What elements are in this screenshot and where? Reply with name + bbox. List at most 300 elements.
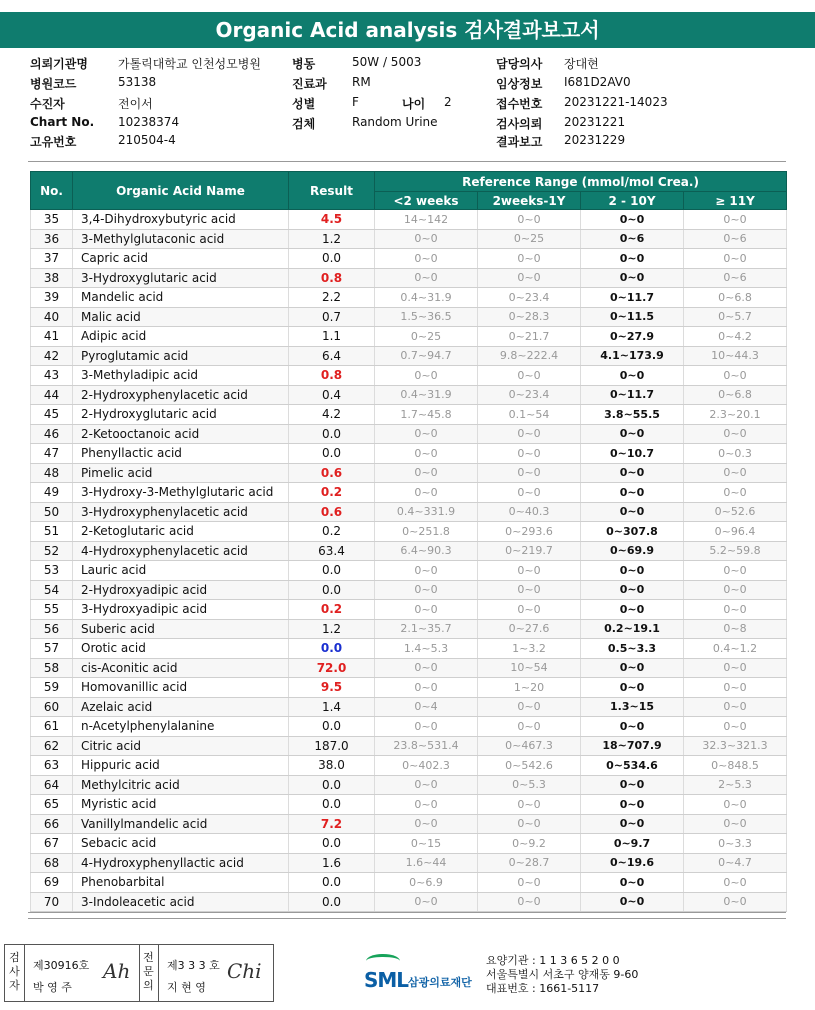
row-ref-2-10y: 0.2~19.1 (581, 619, 684, 639)
row-ref-over-11y: 0~6 (684, 229, 787, 249)
row-acid-name: Capric acid (73, 249, 289, 269)
row-ref-2-weeks-1y: 1~20 (478, 678, 581, 698)
row-ref-2-10y: 18~707.9 (581, 736, 684, 756)
row-ref-over-11y: 0~0 (684, 580, 787, 600)
row-ref-2-weeks-1y: 0~467.3 (478, 736, 581, 756)
table-row (31, 853, 787, 873)
row-acid-name: 2-Hydroxyadipic acid (73, 580, 289, 600)
row-ref-over-11y: 0~0 (684, 658, 787, 678)
row-ref-under-2-weeks: 0~0 (375, 678, 478, 698)
row-ref-over-11y: 0~0 (684, 483, 787, 503)
department-value: RM (352, 75, 371, 89)
row-ref-2-weeks-1y: 0~0 (478, 424, 581, 444)
row-acid-name: 3-Methylglutaconic acid (73, 229, 289, 249)
lab-phone: 대표번호 : 1661-5117 (486, 982, 600, 995)
row-ref-over-11y: 0~8 (684, 619, 787, 639)
row-no: 44 (31, 385, 73, 405)
row-ref-under-2-weeks: 0.4~31.9 (375, 288, 478, 308)
row-result: 72.0 (289, 658, 375, 678)
row-acid-name: 3-Hydroxyphenylacetic acid (73, 502, 289, 522)
row-result: 0.0 (289, 775, 375, 795)
row-ref-2-10y: 0~534.6 (581, 756, 684, 776)
hospital-code-label: 병원코드 (30, 77, 77, 91)
row-no: 57 (31, 639, 73, 659)
row-result: 1.1 (289, 327, 375, 347)
table-row (31, 249, 787, 269)
table-row (31, 541, 787, 561)
department-label: 진료과 (292, 77, 327, 91)
row-ref-under-2-weeks: 0.4~31.9 (375, 385, 478, 405)
report-footer (0, 940, 815, 1010)
table-row (31, 522, 787, 542)
row-ref-2-10y: 0~10.7 (581, 444, 684, 464)
row-no: 56 (31, 619, 73, 639)
row-no: 35 (31, 210, 73, 230)
row-ref-2-10y: 0~0 (581, 580, 684, 600)
row-ref-over-11y: 0~0 (684, 249, 787, 269)
clinical-info-label: 임상정보 (496, 77, 543, 91)
row-acid-name: Phenyllactic acid (73, 444, 289, 464)
receipt-no-label: 접수번호 (496, 97, 543, 111)
row-no: 39 (31, 288, 73, 308)
row-acid-name: Methylcitric acid (73, 775, 289, 795)
row-result: 0.0 (289, 424, 375, 444)
row-ref-under-2-weeks: 0~0 (375, 463, 478, 483)
row-result: 0.8 (289, 366, 375, 386)
specimen-value: Random Urine (352, 115, 438, 129)
row-ref-over-11y: 0~0 (684, 814, 787, 834)
row-no: 42 (31, 346, 73, 366)
examiner-signature: Ah (103, 959, 131, 983)
row-result: 2.2 (289, 288, 375, 308)
row-ref-under-2-weeks: 0~0 (375, 717, 478, 737)
row-ref-2-10y: 0~6 (581, 229, 684, 249)
row-ref-under-2-weeks: 1.5~36.5 (375, 307, 478, 327)
row-acid-name: Myristic acid (73, 795, 289, 815)
row-ref-2-10y: 0~0 (581, 366, 684, 386)
row-ref-2-10y: 4.1~173.9 (581, 346, 684, 366)
table-row (31, 717, 787, 737)
lab-address: 서울특별시 서초구 양재동 9-60 (486, 968, 639, 981)
row-ref-over-11y: 0~0 (684, 873, 787, 893)
table-row (31, 892, 787, 912)
examiner-label-char: 자 (9, 979, 20, 992)
row-ref-under-2-weeks: 0~251.8 (375, 522, 478, 542)
sml-logo (364, 954, 484, 994)
table-row (31, 697, 787, 717)
row-ref-2-10y: 0~0 (581, 463, 684, 483)
table-row (31, 561, 787, 581)
row-ref-2-weeks-1y: 0~9.2 (478, 834, 581, 854)
row-acid-name: Lauric acid (73, 561, 289, 581)
row-ref-over-11y: 0~4.7 (684, 853, 787, 873)
row-ref-under-2-weeks: 14~142 (375, 210, 478, 230)
row-no: 69 (31, 873, 73, 893)
table-row (31, 502, 787, 522)
row-ref-under-2-weeks: 0~25 (375, 327, 478, 347)
row-ref-under-2-weeks: 0~0 (375, 444, 478, 464)
row-no: 36 (31, 229, 73, 249)
row-ref-over-11y: 0~5.7 (684, 307, 787, 327)
row-ref-2-10y: 0~9.7 (581, 834, 684, 854)
row-no: 51 (31, 522, 73, 542)
row-ref-2-10y: 0~307.8 (581, 522, 684, 542)
row-ref-2-weeks-1y: 0~25 (478, 229, 581, 249)
clinical-info-value: I681D2AV0 (564, 75, 631, 89)
requesting-institution-label: 의뢰기관명 (30, 57, 88, 71)
row-ref-over-11y: 0~0 (684, 210, 787, 230)
row-ref-over-11y: 2.3~20.1 (684, 405, 787, 425)
row-ref-2-weeks-1y: 0.1~54 (478, 405, 581, 425)
row-ref-under-2-weeks: 0~6.9 (375, 873, 478, 893)
row-ref-2-10y: 0~0 (581, 775, 684, 795)
row-no: 45 (31, 405, 73, 425)
row-ref-2-weeks-1y: 0~40.3 (478, 502, 581, 522)
table-row (31, 444, 787, 464)
row-acid-name: Orotic acid (73, 639, 289, 659)
patient-info (30, 55, 790, 155)
row-acid-name: 2-Hydroxyglutaric acid (73, 405, 289, 425)
table-row (31, 210, 787, 230)
row-result: 1.2 (289, 619, 375, 639)
test-request-label: 검사의뢰 (496, 117, 543, 131)
divider-bottom (28, 912, 786, 913)
row-ref-under-2-weeks: 1.6~44 (375, 853, 478, 873)
row-result: 187.0 (289, 736, 375, 756)
row-no: 46 (31, 424, 73, 444)
row-ref-2-10y: 0~11.7 (581, 385, 684, 405)
row-no: 59 (31, 678, 73, 698)
row-ref-2-weeks-1y: 0~0 (478, 580, 581, 600)
row-acid-name: 3,4-Dihydroxybutyric acid (73, 210, 289, 230)
row-ref-2-weeks-1y: 0~0 (478, 210, 581, 230)
header-range-2-weeks-1y: 2weeks-1Y (478, 192, 581, 210)
row-ref-under-2-weeks: 0~4 (375, 697, 478, 717)
row-acid-name: cis-Aconitic acid (73, 658, 289, 678)
row-no: 66 (31, 814, 73, 834)
row-ref-2-10y: 0~0 (581, 873, 684, 893)
row-no: 65 (31, 795, 73, 815)
row-result: 0.0 (289, 580, 375, 600)
row-no: 55 (31, 600, 73, 620)
lab-code: 요양기관 : 1 1 3 6 5 2 0 0 (486, 954, 620, 967)
sex-value: F (352, 95, 359, 109)
row-result: 0.0 (289, 892, 375, 912)
examiner-license: 제30916호 (33, 959, 90, 972)
examiner-label (5, 945, 25, 1001)
row-acid-name: 2-Ketoglutaric acid (73, 522, 289, 542)
test-request-value: 20231221 (564, 115, 626, 129)
row-ref-under-2-weeks: 0~0 (375, 561, 478, 581)
row-no: 58 (31, 658, 73, 678)
row-no: 62 (31, 736, 73, 756)
row-result: 0.0 (289, 639, 375, 659)
row-ref-2-weeks-1y: 0~542.6 (478, 756, 581, 776)
row-no: 47 (31, 444, 73, 464)
row-ref-2-weeks-1y: 0~21.7 (478, 327, 581, 347)
row-acid-name: 3-Methyladipic acid (73, 366, 289, 386)
row-result: 0.6 (289, 502, 375, 522)
row-ref-under-2-weeks: 0~0 (375, 229, 478, 249)
row-no: 38 (31, 268, 73, 288)
row-ref-over-11y: 0~0 (684, 600, 787, 620)
row-acid-name: 4-Hydroxyphenyllactic acid (73, 853, 289, 873)
hospital-code-value: 53138 (118, 75, 157, 89)
info-row-1 (30, 55, 790, 73)
row-ref-over-11y: 0~0 (684, 366, 787, 386)
collector-label: 수진자 (30, 97, 65, 111)
table-row (31, 873, 787, 893)
table-row (31, 288, 787, 308)
header-range-2-10y: 2 - 10Y (581, 192, 684, 210)
row-ref-over-11y: 0~96.4 (684, 522, 787, 542)
row-ref-2-10y: 0~11.7 (581, 288, 684, 308)
table-row (31, 834, 787, 854)
row-acid-name: 4-Hydroxyphenylacetic acid (73, 541, 289, 561)
row-result: 6.4 (289, 346, 375, 366)
header-name: Organic Acid Name (73, 172, 289, 210)
table-row (31, 600, 787, 620)
header-range-over-11y: ≥ 11Y (684, 192, 787, 210)
row-no: 48 (31, 463, 73, 483)
row-ref-2-weeks-1y: 1~3.2 (478, 639, 581, 659)
table-row (31, 678, 787, 698)
examiner-label-char: 검 (9, 951, 20, 964)
row-acid-name: 3-Hydroxyglutaric acid (73, 268, 289, 288)
receipt-no-value: 20231221-14023 (564, 95, 668, 109)
row-result: 0.7 (289, 307, 375, 327)
row-acid-name: n-Acetylphenylalanine (73, 717, 289, 737)
row-ref-2-10y: 0~0 (581, 502, 684, 522)
row-ref-2-weeks-1y: 0~0 (478, 717, 581, 737)
row-ref-over-11y: 5.2~59.8 (684, 541, 787, 561)
table-row (31, 307, 787, 327)
row-ref-under-2-weeks: 0.4~331.9 (375, 502, 478, 522)
row-result: 0.0 (289, 795, 375, 815)
row-ref-2-weeks-1y: 0~0 (478, 444, 581, 464)
row-ref-over-11y: 0~6.8 (684, 288, 787, 308)
table-row (31, 814, 787, 834)
row-result: 38.0 (289, 756, 375, 776)
row-no: 53 (31, 561, 73, 581)
row-result: 4.5 (289, 210, 375, 230)
row-ref-under-2-weeks: 0.7~94.7 (375, 346, 478, 366)
specialist-name: 지 현 영 (167, 981, 206, 994)
divider-bottom-2 (28, 918, 786, 919)
row-ref-2-10y: 0~0 (581, 424, 684, 444)
row-result: 0.6 (289, 463, 375, 483)
table-row (31, 327, 787, 347)
row-result: 0.0 (289, 444, 375, 464)
row-no: 43 (31, 366, 73, 386)
info-row-4 (30, 115, 790, 133)
row-ref-2-weeks-1y: 0~28.7 (478, 853, 581, 873)
row-acid-name: Malic acid (73, 307, 289, 327)
row-acid-name: Mandelic acid (73, 288, 289, 308)
row-acid-name: Vanillylmandelic acid (73, 814, 289, 834)
report-title: Organic Acid analysis 검사결과보고서 (0, 12, 815, 48)
row-result: 7.2 (289, 814, 375, 834)
specialist-label (139, 945, 159, 1001)
row-no: 54 (31, 580, 73, 600)
row-ref-under-2-weeks: 2.1~35.7 (375, 619, 478, 639)
logo-arc-icon (366, 954, 400, 968)
row-ref-under-2-weeks: 6.4~90.3 (375, 541, 478, 561)
row-ref-2-10y: 0~0 (581, 678, 684, 698)
row-ref-2-weeks-1y: 0~0 (478, 561, 581, 581)
row-ref-2-10y: 0~0 (581, 814, 684, 834)
row-ref-under-2-weeks: 0~0 (375, 775, 478, 795)
row-acid-name: Pimelic acid (73, 463, 289, 483)
ward-value: 50W / 5003 (352, 55, 422, 69)
row-result: 0.2 (289, 522, 375, 542)
row-ref-2-10y: 0~0 (581, 249, 684, 269)
row-ref-over-11y: 0~0 (684, 697, 787, 717)
row-ref-over-11y: 0~6.8 (684, 385, 787, 405)
row-ref-under-2-weeks: 0~0 (375, 249, 478, 269)
row-ref-2-10y: 0~27.9 (581, 327, 684, 347)
row-acid-name: 2-Ketooctanoic acid (73, 424, 289, 444)
row-ref-under-2-weeks: 0~0 (375, 600, 478, 620)
row-ref-2-10y: 0~69.9 (581, 541, 684, 561)
row-ref-2-weeks-1y: 9.8~222.4 (478, 346, 581, 366)
header-reference-range: Reference Range (mmol/mol Crea.) (375, 172, 787, 192)
chart-no-value: 10238374 (118, 115, 180, 129)
row-no: 52 (31, 541, 73, 561)
specialist-label-char: 전 (143, 951, 154, 964)
row-ref-2-weeks-1y: 0~0 (478, 795, 581, 815)
row-ref-2-10y: 0~11.5 (581, 307, 684, 327)
row-ref-over-11y: 0~0 (684, 678, 787, 698)
row-ref-under-2-weeks: 0~0 (375, 366, 478, 386)
logo-mark: SML (364, 968, 409, 992)
unique-no-value: 210504-4 (118, 133, 176, 147)
info-row-2 (30, 75, 790, 93)
physician-label: 담당의사 (496, 57, 543, 71)
row-ref-2-weeks-1y: 0~0 (478, 600, 581, 620)
row-ref-over-11y: 2~5.3 (684, 775, 787, 795)
row-no: 64 (31, 775, 73, 795)
row-result: 0.0 (289, 249, 375, 269)
row-ref-2-10y: 0~0 (581, 561, 684, 581)
row-no: 67 (31, 834, 73, 854)
row-result: 0.4 (289, 385, 375, 405)
row-acid-name: 3-Hydroxy-3-Methylglutaric acid (73, 483, 289, 503)
row-ref-2-weeks-1y: 0~23.4 (478, 385, 581, 405)
table-row (31, 346, 787, 366)
logo-name: 삼광의료재단 (408, 976, 472, 989)
row-ref-2-weeks-1y: 0~0 (478, 697, 581, 717)
chart-no-label: Chart No. (30, 115, 95, 129)
lab-info (486, 954, 638, 996)
row-result: 0.2 (289, 483, 375, 503)
row-acid-name: Sebacic acid (73, 834, 289, 854)
physician-value: 장대현 (564, 57, 599, 71)
row-ref-over-11y: 0~3.3 (684, 834, 787, 854)
row-result: 0.8 (289, 268, 375, 288)
row-ref-2-weeks-1y: 0~27.6 (478, 619, 581, 639)
header-range-under-2-weeks: <2 weeks (375, 192, 478, 210)
row-ref-over-11y: 0~4.2 (684, 327, 787, 347)
requesting-institution-value: 가톨릭대학교 인천성모병원 (118, 57, 261, 71)
row-no: 68 (31, 853, 73, 873)
header-result: Result (289, 172, 375, 210)
divider-top (28, 161, 786, 162)
row-ref-2-10y: 0~0 (581, 268, 684, 288)
table-row (31, 795, 787, 815)
row-ref-2-10y: 0~0 (581, 795, 684, 815)
row-no: 50 (31, 502, 73, 522)
row-no: 40 (31, 307, 73, 327)
row-result: 0.0 (289, 561, 375, 581)
row-ref-under-2-weeks: 0~0 (375, 424, 478, 444)
table-row (31, 580, 787, 600)
row-result: 63.4 (289, 541, 375, 561)
row-ref-under-2-weeks: 0~0 (375, 795, 478, 815)
organic-acid-table (30, 171, 787, 912)
row-result: 0.0 (289, 717, 375, 737)
row-ref-over-11y: 0~0 (684, 795, 787, 815)
row-ref-2-10y: 0~0 (581, 210, 684, 230)
table-row (31, 268, 787, 288)
row-ref-2-10y: 0.5~3.3 (581, 639, 684, 659)
specialist-signature: Chi (227, 959, 262, 983)
result-report-value: 20231229 (564, 133, 626, 147)
row-acid-name: 3-Hydroxyadipic acid (73, 600, 289, 620)
table-row (31, 736, 787, 756)
row-ref-2-10y: 0~0 (581, 717, 684, 737)
row-result: 1.4 (289, 697, 375, 717)
row-result: 1.6 (289, 853, 375, 873)
row-acid-name: Adipic acid (73, 327, 289, 347)
row-ref-2-10y: 3.8~55.5 (581, 405, 684, 425)
row-ref-under-2-weeks: 0~15 (375, 834, 478, 854)
row-ref-over-11y: 0~0 (684, 463, 787, 483)
row-ref-under-2-weeks: 0~0 (375, 814, 478, 834)
row-ref-over-11y: 0~0 (684, 424, 787, 444)
table-row (31, 405, 787, 425)
row-acid-name: Citric acid (73, 736, 289, 756)
examiner-label-char: 사 (9, 965, 20, 978)
row-no: 60 (31, 697, 73, 717)
row-ref-over-11y: 0~0.3 (684, 444, 787, 464)
row-ref-2-weeks-1y: 0~0 (478, 268, 581, 288)
row-ref-under-2-weeks: 1.4~5.3 (375, 639, 478, 659)
row-ref-2-weeks-1y: 0~23.4 (478, 288, 581, 308)
row-ref-over-11y: 0~52.6 (684, 502, 787, 522)
collector-value: 전이서 (118, 97, 153, 111)
row-ref-over-11y: 0~0 (684, 717, 787, 737)
row-ref-2-10y: 0~19.6 (581, 853, 684, 873)
row-acid-name: Homovanillic acid (73, 678, 289, 698)
row-no: 49 (31, 483, 73, 503)
table-row (31, 463, 787, 483)
result-report-label: 결과보고 (496, 135, 543, 149)
row-ref-under-2-weeks: 0~0 (375, 580, 478, 600)
row-ref-2-10y: 0~0 (581, 658, 684, 678)
row-acid-name: Phenobarbital (73, 873, 289, 893)
age-value: 2 (444, 95, 452, 109)
specialist-label-char: 문 (143, 965, 154, 978)
row-no: 63 (31, 756, 73, 776)
row-ref-2-10y: 0~0 (581, 600, 684, 620)
info-row-3 (30, 95, 790, 113)
row-ref-2-weeks-1y: 0~0 (478, 892, 581, 912)
row-ref-2-weeks-1y: 0~0 (478, 814, 581, 834)
row-ref-over-11y: 10~44.3 (684, 346, 787, 366)
row-ref-under-2-weeks: 0~402.3 (375, 756, 478, 776)
row-acid-name: 3-Indoleacetic acid (73, 892, 289, 912)
